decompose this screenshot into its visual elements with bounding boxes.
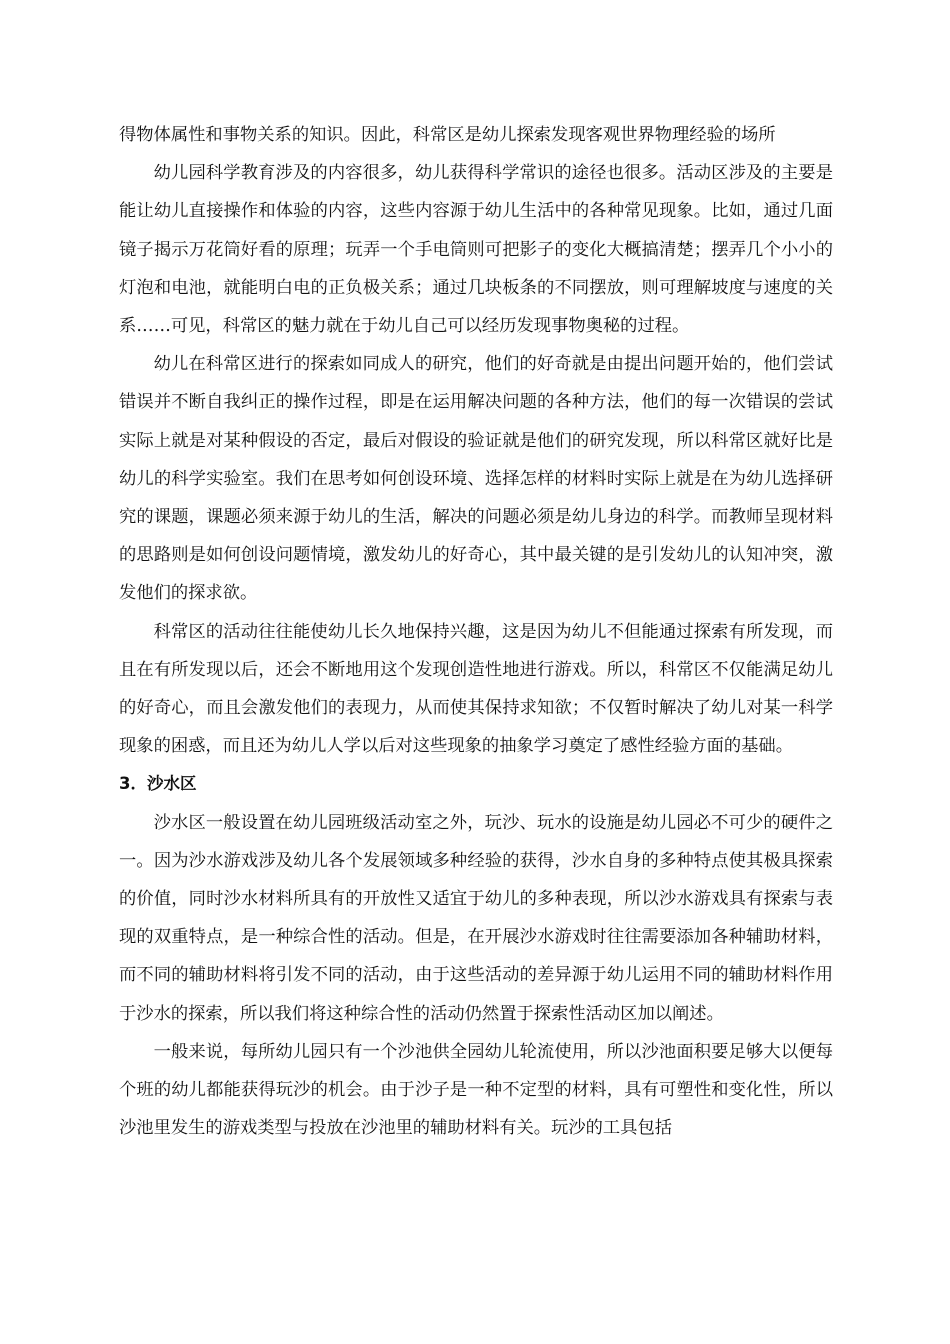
paragraph-science-exploration: 幼儿在科常区进行的探索如同成人的研究，他们的好奇就是由提出问题开始的，他们尝试错误并不断自我纠正的操作过程，即是在运用解决问题的各种方法，他们的每一次错误的尝试实际上就是对某种假设的否定，最后对假设的验证就是他们的研究发现，所以科常区就好比是幼儿的科学实验室。我们在思考如何创设环境、选择怎样的材料时实际上就是在为幼儿选择研究的课题，课题必须来源于幼儿的生活，解决的问题必须是幼儿身边的科学。而教师呈现材料的思路则是如何创设问题情境，激发幼儿的好奇心，其中最关键的是引发幼儿的认知冲突，激发他们的探求欲。: [119, 354, 833, 604]
paragraph-continuation: 得物体属性和事物关系的知识。因此，科常区是幼儿探索发现客观世界物理经验的场所: [119, 125, 776, 145]
paragraph-science-interest: 科常区的活动往往能使幼儿长久地保持兴趣，这是因为幼儿不但能通过探索有所发现，而且在有所发现以后，还会不断地用这个发现创造性地进行游戏。所以，科常区不仅能满足幼儿的好奇心，而且会激发他们的表现力，从而使其保持求知欲；不仅暂时解决了幼儿对某一科学现象的困惑，而且还为幼儿人学以后对这些现象的抽象学习奠定了感性经验方面的基础。: [119, 621, 833, 757]
paragraph-science-content: 幼儿园科学教育涉及的内容很多，幼儿获得科学常识的途径也很多。活动区涉及的主要是能让幼儿直接操作和体验的内容，这些内容源于幼儿生活中的各种常见现象。比如，通过几面镜子揭示万花筒好看的原理；玩弄一个手电筒则可把影子的变化大概搞清楚；摆弄几个小小的灯泡和电池，就能明白电的正负极关系；通过几块板条的不同摆放，则可理解坡度与速度的关系……可见，科常区的魅力就在于幼儿自己可以经历发现事物奥秘的过程。: [119, 163, 833, 337]
section-heading-sand-water: 3．沙水区: [119, 774, 197, 794]
paragraph-sand-pool: 一般来说，每所幼儿园只有一个沙池供全园幼儿轮流使用，所以沙池面积要足够大以便每个班的幼儿都能获得玩沙的机会。由于沙子是一种不定型的材料，具有可塑性和变化性，所以沙池里发生的游戏类型与投放在沙池里的辅助材料有关。玩沙的工具包括: [119, 1041, 833, 1139]
paragraph-sand-water-intro: 沙水区一般设置在幼儿园班级活动室之外，玩沙、玩水的设施是幼儿园必不可少的硬件之一。因为沙水游戏涉及幼儿各个发展领域多种经验的获得，沙水自身的多种特点使其极具探索的价值，同时沙水材料所具有的开放性又适宜于幼儿的多种表现，所以沙水游戏具有探索与表现的双重特点，是一种综合性的活动。但是，在开展沙水游戏时往往需要添加各种辅助材料，而不同的辅助材料将引发不同的活动，由于这些活动的差异源于幼儿运用不同的辅助材料作用于沙水的探索，所以我们将这种综合性的活动仍然置于探索性活动区加以阐述。: [119, 812, 833, 1024]
document-page: [119, 116, 833, 1147]
